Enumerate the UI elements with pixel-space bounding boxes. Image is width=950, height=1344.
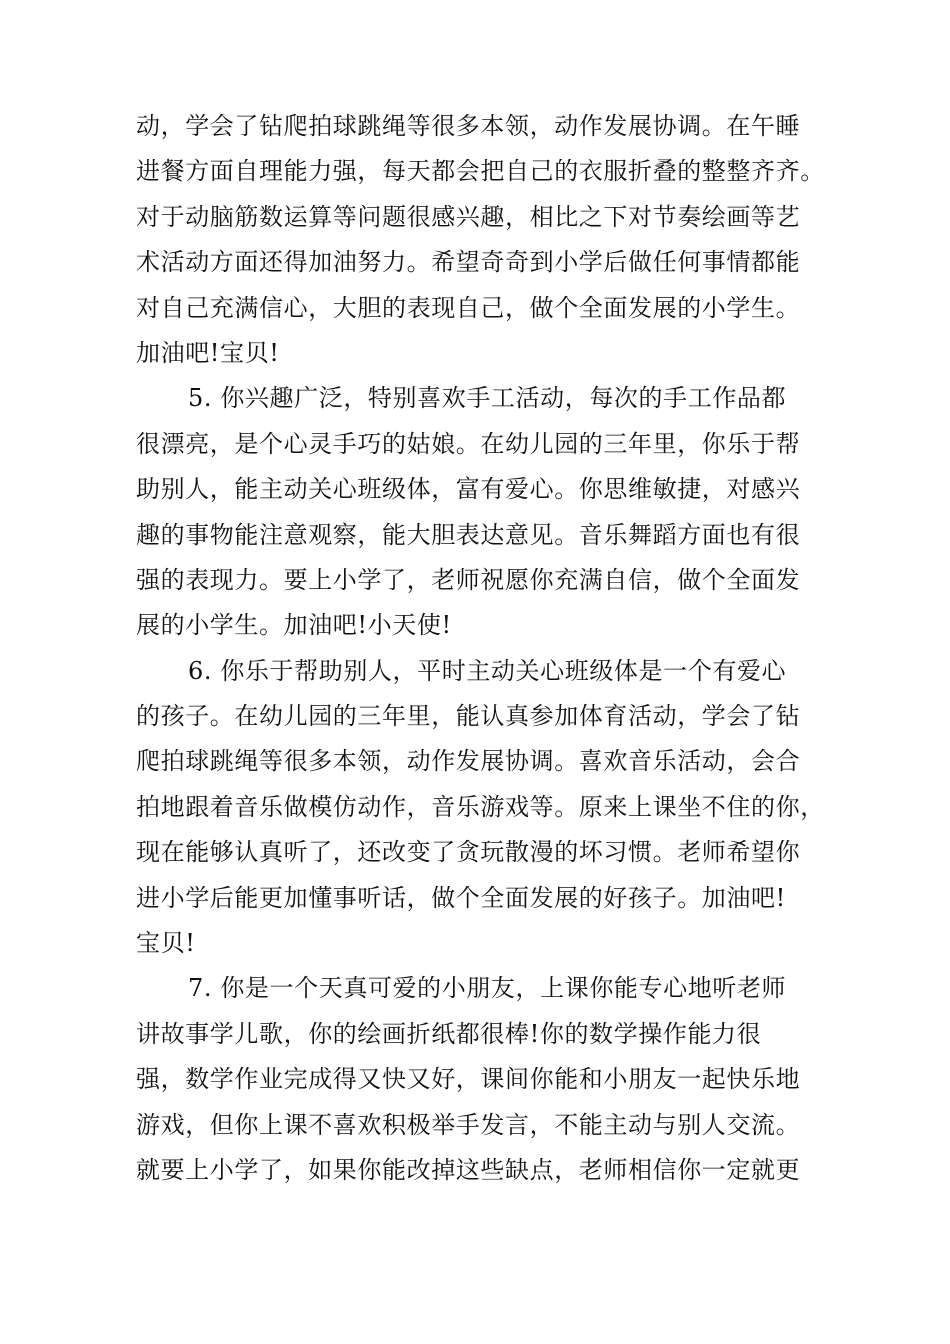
text-line: 加油吧!宝贝!: [136, 338, 280, 367]
text-line: 很漂亮，是个心灵手巧的姑娘。在幼儿园的三年里，你乐于帮: [136, 429, 801, 458]
text-line: 强的表现力。要上小学了，老师祝愿你充满自信，做个全面发: [136, 565, 801, 594]
text-line: 宝贝!: [136, 929, 196, 958]
text-line: 趣的事物能注意观察，能大胆表达意见。音乐舞蹈方面也有很: [136, 520, 801, 549]
paragraph-5-start: 5. 你兴趣广泛，特别喜欢手工活动，每次的手工作品都: [188, 384, 787, 413]
text-line: 助别人，能主动关心班级体，富有爱心。你思维敏捷，对感兴: [136, 475, 801, 504]
text-line: 进餐方面自理能力强，每天都会把自己的衣服折叠的整整齐齐。: [136, 157, 825, 186]
text-line: 术活动方面还得加油努力。希望奇奇到小学后做任何事情都能: [136, 248, 801, 277]
text-line: 拍地跟着音乐做模仿动作，音乐游戏等。原来上课坐不住的你，: [136, 792, 825, 821]
text-line: 爬拍球跳绳等很多本领，动作发展协调。喜欢音乐活动，会合: [136, 747, 801, 776]
text-line: 现在能够认真听了，还改变了贪玩散漫的坏习惯。老师希望你: [136, 838, 801, 867]
text-line: 讲故事学儿歌，你的绘画折纸都很棒!你的数学操作能力很: [136, 1019, 762, 1048]
document-body: [136, 104, 842, 1193]
text-line: 游戏，但你上课不喜欢积极举手发言，不能主动与别人交流。: [136, 1110, 801, 1139]
text-line: 强，数学作业完成得又快又好，课间你能和小朋友一起快乐地: [136, 1065, 801, 1094]
text-line: 对于动脑筋数运算等问题很感兴趣，相比之下对节奏绘画等艺: [136, 202, 801, 231]
text-line: 对自己充满信心，大胆的表现自己，做个全面发展的小学生。: [136, 293, 801, 322]
text-line: 展的小学生。加油吧!小天使!: [136, 611, 452, 640]
text-line: 就要上小学了，如果你能改掉这些缺点，老师相信你一定就更: [136, 1155, 801, 1184]
text-line: 进小学后能更加懂事听话，做个全面发展的好孩子。加油吧!: [136, 883, 786, 912]
text-line: 的孩子。在幼儿园的三年里，能认真参加体育活动，学会了钻: [136, 702, 801, 731]
paragraph-7-start: 7. 你是一个天真可爱的小朋友，上课你能专心地听老师: [188, 974, 787, 1003]
paragraph-6-start: 6. 你乐于帮助别人，平时主动关心班级体是一个有爱心: [188, 656, 787, 685]
text-line: 动，学会了钻爬拍球跳绳等很多本领，动作发展协调。在午睡: [136, 112, 801, 140]
